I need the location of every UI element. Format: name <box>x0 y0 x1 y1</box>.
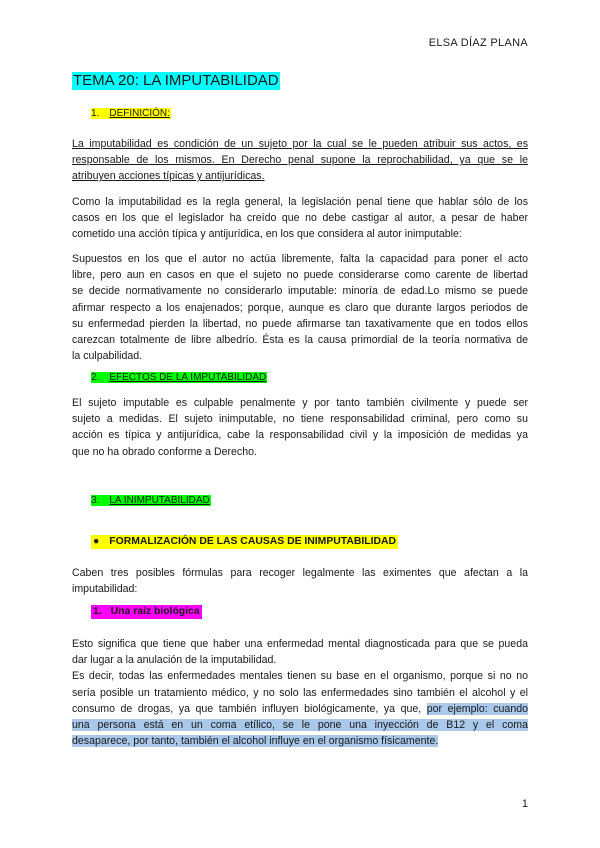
author-name: ELSA DÍAZ PLANA <box>428 37 528 49</box>
text-line: la culpabilidad. <box>72 350 143 363</box>
text-line: casos en los que el legislador ha creído que no debe castigar al autor, a pesar de haber <box>72 212 528 225</box>
plain-text: consumo de drogas, ya que también influyen biológicamente, ya que, <box>72 702 427 715</box>
section-heading-inimputability <box>91 494 211 507</box>
selected-text[interactable]: desaparece, por tanto, también el alcohol influye en el organismo físicamente. <box>72 735 439 748</box>
text-line: sería posible un tratamiento médico, y no solo las enfermedades sino también el alcohol y el <box>72 686 528 699</box>
subsection-heading-biological <box>91 605 202 619</box>
text-line: Esto significa que tiene que haber una enfermedad mental diagnosticada para que se pueda <box>72 638 528 650</box>
section-heading-definition <box>91 107 171 120</box>
bullet-heading-formalization <box>91 535 398 549</box>
section-heading-effects <box>91 371 267 384</box>
section-number: 2. <box>91 372 100 383</box>
section-label: DEFINICIÓN: <box>109 108 170 119</box>
text-line: carezcan totalmente de libre albedrío. Ésta es la causa primordial de la teoría normativa de <box>72 334 528 347</box>
text-line: acción es típica y antijurídica, cabe la responsabilidad civil y la imposición de medidas ya <box>72 429 528 442</box>
text-line: Es decir, todas las enfermedades mentales tienen su base en el organismo, porque si no no <box>72 670 528 683</box>
text-line: La imputabilidad es condición de un sujeto por la cual se le pueden atribuir sus actos, es <box>72 138 528 150</box>
text-line: responsable de los mismos. En Derecho penal supone la reprochabilidad, ya que se le <box>72 154 528 167</box>
page-title: TEMA 20: LA IMPUTABILIDAD <box>73 72 279 89</box>
subsection-number: 1. <box>93 606 102 617</box>
text-line: dar lugar a la anulación de la imputabilidad. <box>72 654 277 667</box>
text-line: Caben tres posibles fórmulas para recoger legalmente las eximentes que afectan a la <box>72 567 528 579</box>
text-line: atribuyen acciones típicas y antijurídicas. <box>72 170 265 183</box>
text-line: libre, pero aun en casos en que el sujeto no puede considerarse como carente de libertad <box>72 269 528 282</box>
text-line-selected <box>72 717 528 733</box>
cases-paragraph <box>72 251 528 364</box>
bullet-label: FORMALIZACIÓN DE LAS CAUSAS DE INIMPUTABILIDAD <box>109 536 396 547</box>
text-line-selected <box>72 733 528 749</box>
text-line: que no ha obrado conforme a Derecho. <box>72 445 257 458</box>
selected-text[interactable]: una persona está en un coma etílico, se le pone una inyección de B12 y el coma <box>72 719 528 732</box>
text-line: cometido una acción típica y antijurídica, en los que considera al autor inimputable: <box>72 228 462 241</box>
rule-paragraph <box>72 194 528 243</box>
definition-paragraph <box>72 136 528 185</box>
subsection-label: Una raíz biológica <box>110 606 200 617</box>
text-line: imputabilidad: <box>72 583 138 596</box>
selected-text[interactable]: por ejemplo: cuando <box>426 702 528 715</box>
text-line-mixed <box>72 701 528 717</box>
section-label: LA INIMPUTABILIDAD <box>109 495 210 506</box>
section-number: 3. <box>91 495 100 506</box>
text-line: Como la imputabilidad es la regla general, la legislación penal tiene que hablar sólo de los <box>72 196 528 208</box>
text-line: Supuestos en los que el autor no actúa libremente, falta la capacidad para poner el acto <box>72 253 528 265</box>
text-line: su enfermedad pierden la libertad, no puede afirmarse tan taxativamente que en todos ellos <box>72 317 528 330</box>
effects-paragraph <box>72 395 528 460</box>
text-line: sujeto a medidas. El sujeto inimputable, no tiene responsabilidad criminal, pero como su <box>72 413 528 426</box>
formulas-paragraph <box>72 565 528 597</box>
page-number: 1 <box>521 798 528 810</box>
text-line: El sujeto imputable es culpable penalmente y por tanto también civilmente y puede ser <box>72 397 528 409</box>
text-line: se decide normativamente no considerarlo imputable: minoría de edad.Lo mismo se puede <box>72 285 528 298</box>
section-number: 1. <box>91 108 100 119</box>
section-label: EFECTOS DE LA IMPUTABILIDAD <box>109 372 267 383</box>
text-line: afirmar respecto a los enajenados; porque, aunque es claro que durante largos periodos de <box>72 301 528 314</box>
bullet-icon: ● <box>93 536 100 547</box>
biological-paragraph <box>72 636 528 749</box>
